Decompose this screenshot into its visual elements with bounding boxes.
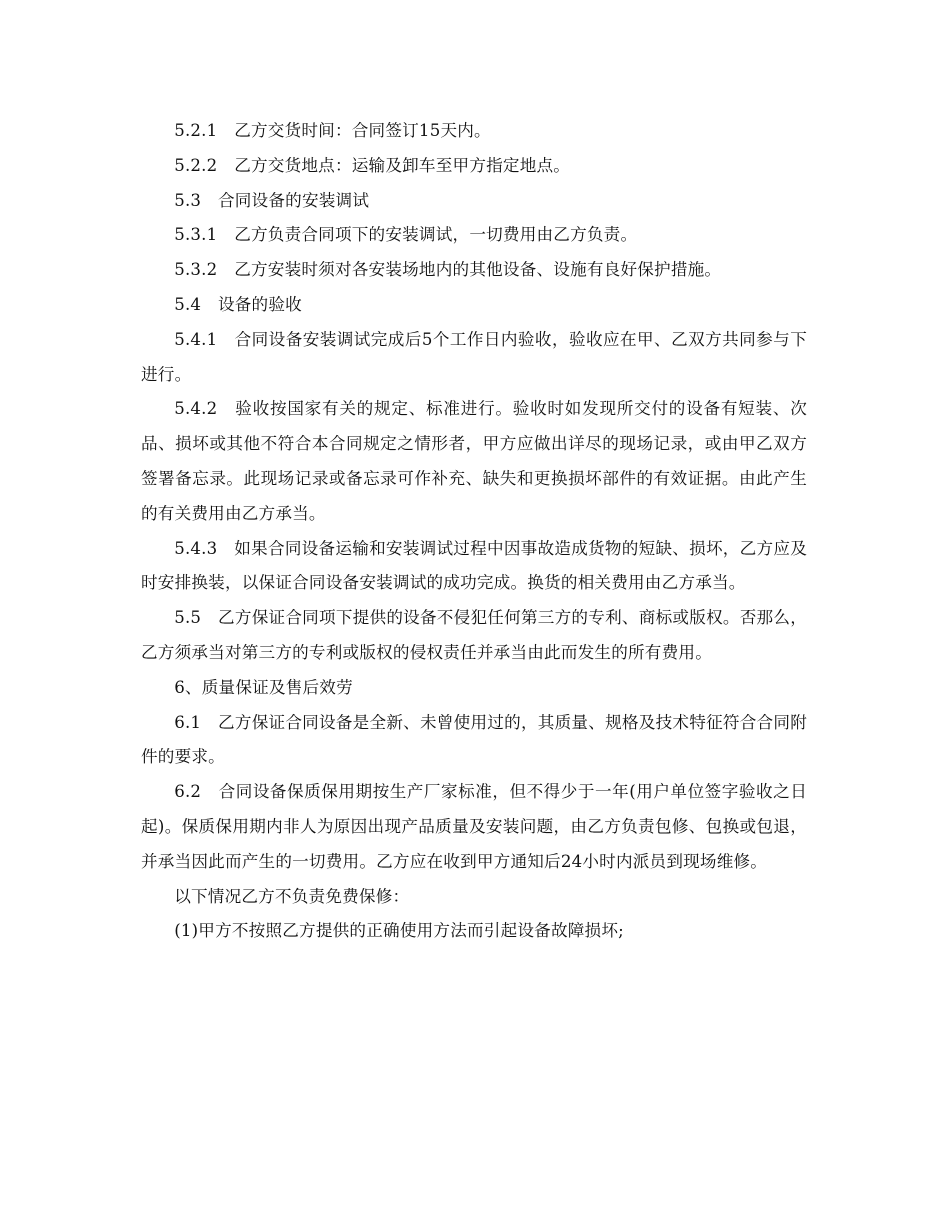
- exclusions-intro: 以下情况乙方不负责免费保修：: [174, 886, 410, 906]
- clause-5-5: 5.5 乙方保证合同项下提供的设备不侵犯任何第三方的专利、商标或版权。否那么，乙方须承当对第三方的专利或版权的侵权责任并承当由此而发生的所有费用。: [141, 608, 807, 662]
- clause-5-3-2: 5.3.2 乙方安装时须对各安装场地内的其他设备、设施有良好保护措施。: [174, 260, 722, 280]
- clause-6-1: 6.1 乙方保证合同设备是全新、未曾使用过的，其质量、规格及技术特征符合合同附件的要求。: [141, 712, 807, 767]
- document-body: [141, 114, 807, 949]
- clause-5-3-1: 5.3.1 乙方负责合同项下的安装调试，一切费用由乙方负责。: [174, 225, 638, 245]
- section-5-4-heading: 5.4 设备的验收: [174, 294, 302, 314]
- clause-5-2-2: 5.2.2 乙方交货地点：运输及卸车至甲方指定地点。: [174, 155, 571, 175]
- clause-5-2-1: 5.2.1 乙方交货时间：合同签订15天内。: [174, 121, 491, 140]
- section-6-heading: 6、质量保证及售后效劳: [174, 677, 353, 697]
- clause-5-4-3: 5.4.3 如果合同设备运输和安装调试过程中因事故造成货物的短缺、损坏，乙方应及时安排换装，以保证合同设备安装调试的成功完成。换货的相关费用由乙方承当。: [141, 538, 807, 593]
- clause-6-2: 6.2 合同设备保质保用期按生产厂家标准，但不得少于一年(用户单位签字验收之日起)。保质保用期内非人为原因出现产品质量及安装问题，由乙方负责包修、包换或包退，并承当因此而产生的一切费用。乙方应在收到甲方通知后24小时内派员到现场维修。: [141, 782, 807, 871]
- exclusion-item-1: (1)甲方不按照乙方提供的正确使用方法而引起设备故障损坏;: [174, 921, 624, 941]
- clause-5-4-2: 5.4.2 验收按国家有关的规定、标准进行。验收时如发现所交付的设备有短装、次品、损坏或其他不符合本合同规定之情形者，甲方应做出详尽的现场记录，或由甲乙双方签署备忘录。此现场记录或备忘录可作补充、缺失和更换损坏部件的有效证据。由此产生的有关费用由乙方承当。: [141, 399, 807, 523]
- section-5-3-heading: 5.3 合同设备的安装调试: [174, 190, 370, 210]
- clause-5-4-1: 5.4.1 合同设备安装调试完成后5个工作日内验收，验收应在甲、乙双方共同参与下进行。: [141, 329, 807, 384]
